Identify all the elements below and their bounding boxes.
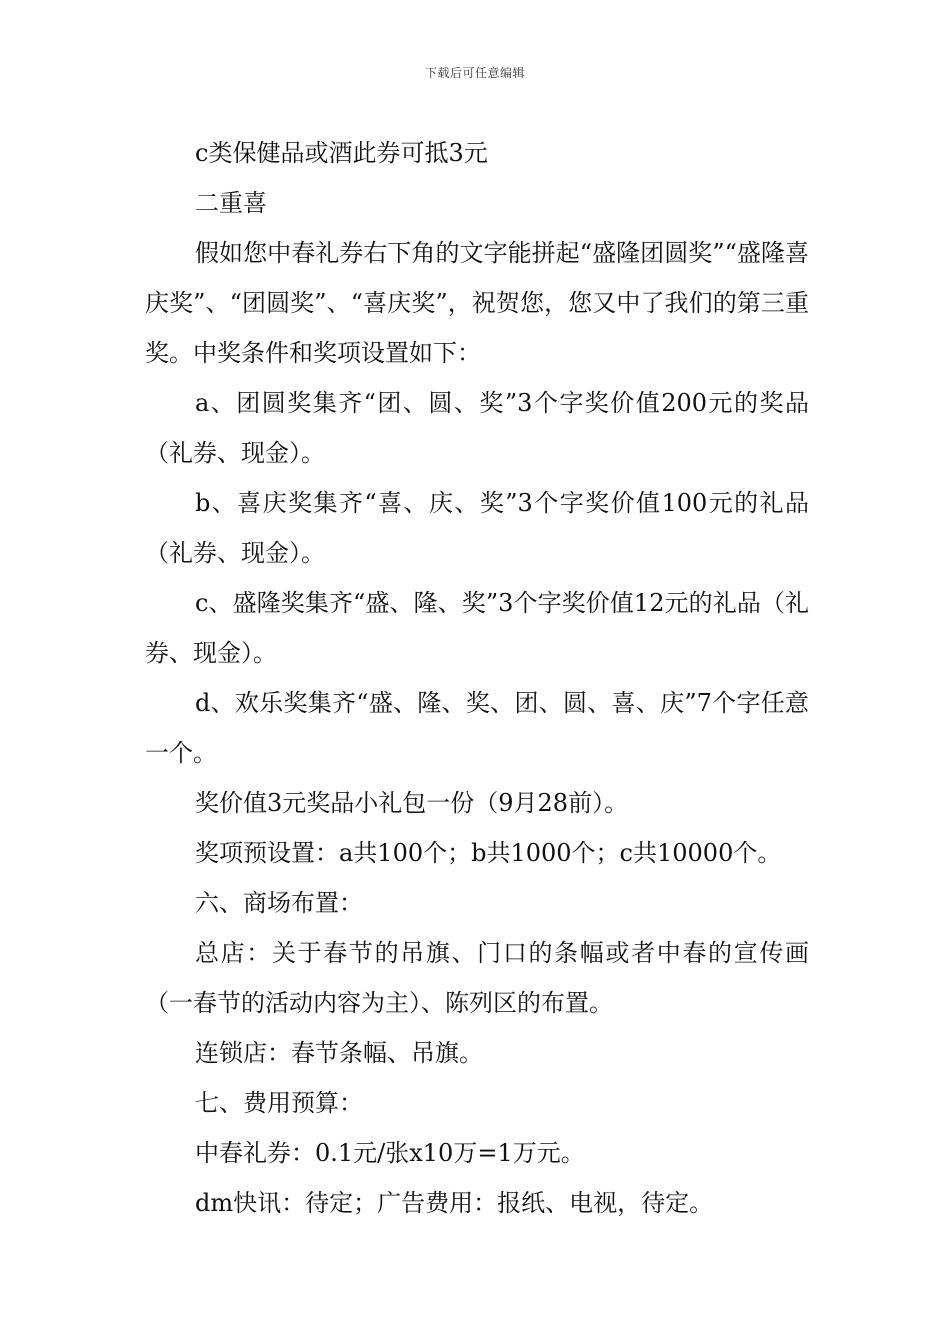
paragraph-prize-c: c、盛隆奖集齐“盛、隆、奖”3个字奖价值12元的礼品（礼券、现金）。 [145, 589, 809, 667]
paragraph-voucher-cost: 中春礼券：0.1元/张x10万=1万元。 [195, 1139, 585, 1167]
paragraph-prize-b: b、喜庆奖集齐“喜、庆、奖”3个字奖价值100元的礼品（礼券、现金）。 [145, 489, 809, 567]
paragraph-third-prize-intro: 假如您中春礼券右下角的文字能拼起“盛隆团圆奖”“盛隆喜庆奖”、“团圆奖”、“喜庆奖”，祝贺您，您又中了我们的第三重奖。中奖条件和奖项设置如下： [145, 239, 809, 367]
paragraph-prize-quantities: 奖项预设置：a共100个；b共1000个；c共10000个。 [195, 839, 782, 867]
paragraph-dm-ad-cost: dm快讯：待定；广告费用：报纸、电视，待定。 [195, 1189, 714, 1217]
paragraph-voucher-c: c类保健品或酒此券可抵3元 [195, 139, 488, 167]
paragraph-chain-store: 连锁店：春节条幅、吊旗。 [195, 1039, 483, 1067]
paragraph-prize-a: a、团圆奖集齐“团、圆、奖”3个字奖价值200元的奖品（礼券、现金）。 [145, 389, 809, 467]
paragraph-main-store: 总店：关于春节的吊旗、门口的条幅或者中春的宣传画（一春节的活动内容为主）、陈列区的布置。 [145, 939, 809, 1017]
section-heading-store-layout: 六、商场布置： [195, 889, 363, 917]
paragraph-gift-pack: 奖价值3元奖品小礼包一份（9月28前）。 [195, 789, 629, 817]
section-heading-second-prize: 二重喜 [195, 189, 267, 217]
section-heading-budget: 七、费用预算： [195, 1089, 363, 1117]
document-body [145, 128, 809, 1228]
page-header: 下载后可任意编辑 [424, 66, 525, 80]
paragraph-prize-d: d、欢乐奖集齐“盛、隆、奖、团、圆、喜、庆”7个字任意一个。 [145, 689, 809, 767]
